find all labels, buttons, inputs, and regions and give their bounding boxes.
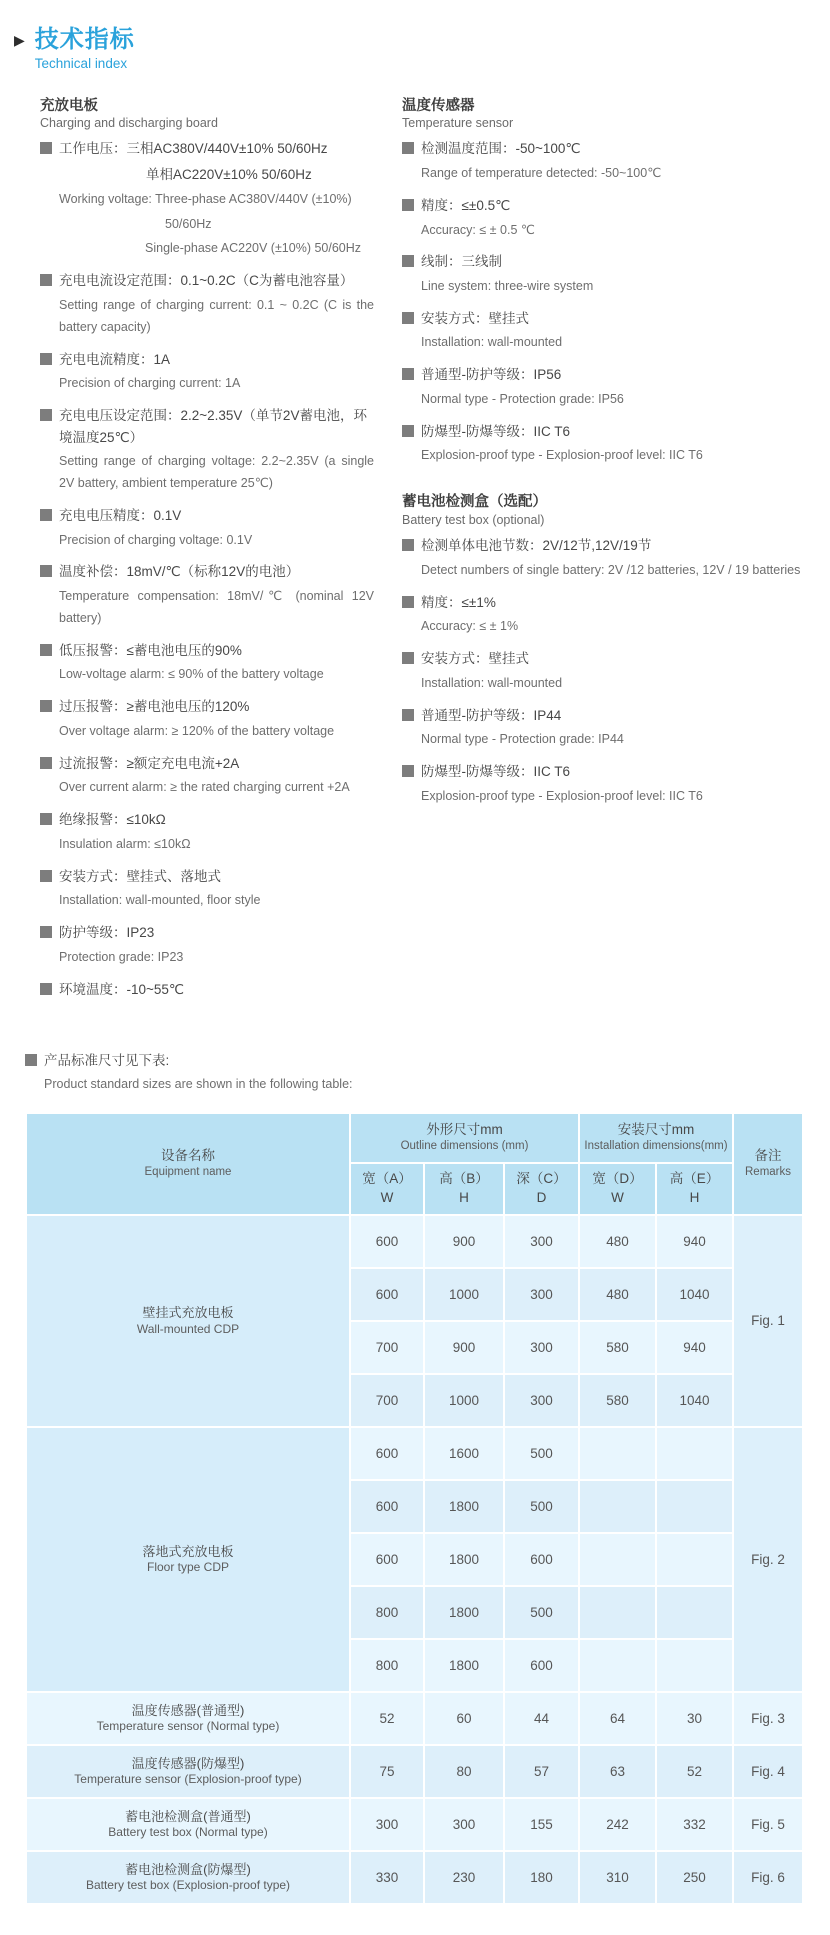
remark-cell: Fig. 3 bbox=[733, 1692, 803, 1745]
spec-item bbox=[402, 648, 806, 694]
spec-item bbox=[402, 251, 806, 297]
spec-zh-text: 精度：≤±1% bbox=[421, 594, 496, 610]
dim-cell: 800 bbox=[350, 1586, 424, 1639]
page-title: 技术指标 bbox=[34, 26, 135, 53]
spec-en: Explosion-proof type - Explosion-proof level: IIC T6 bbox=[421, 788, 703, 803]
charging-board-section bbox=[40, 87, 374, 1011]
remark-cell: Fig. 1 bbox=[733, 1215, 803, 1427]
spec-item bbox=[40, 753, 374, 799]
dim-cell: 52 bbox=[350, 1692, 424, 1745]
spec-en: Accuracy: ≤ ± 1% bbox=[421, 619, 519, 634]
dim-cell: 332 bbox=[656, 1798, 733, 1851]
bullet-icon bbox=[40, 509, 52, 521]
spec-zh bbox=[402, 648, 806, 670]
spec-zh bbox=[402, 535, 806, 557]
spec-zh bbox=[40, 349, 374, 371]
spec-zh bbox=[402, 421, 806, 443]
bullet-icon bbox=[402, 709, 414, 721]
bullet-icon bbox=[402, 539, 414, 551]
spec-en: Setting range of charging current: 0.1 ~ 0.2C (C is the battery capacity) bbox=[59, 297, 374, 334]
spec-zh-text: 低压报警：≤蓄电池电压的90% bbox=[59, 642, 242, 658]
dim-cell bbox=[656, 1533, 733, 1586]
spec-zh-text: 防爆型-防爆等级：IIC T6 bbox=[421, 423, 571, 439]
spec-item bbox=[402, 195, 806, 241]
page-subtitle: Technical index bbox=[34, 55, 128, 71]
spec-zh bbox=[402, 195, 806, 217]
spec-zh-text: 线制：三线制 bbox=[421, 254, 502, 270]
bullet-icon bbox=[40, 142, 52, 154]
spec-item bbox=[40, 561, 374, 629]
col-height-e: 高（E） H bbox=[656, 1163, 733, 1215]
dim-cell: 1000 bbox=[424, 1268, 504, 1321]
dim-cell: 300 bbox=[424, 1798, 504, 1851]
dim-cell: 180 bbox=[504, 1851, 579, 1904]
dim-cell: 940 bbox=[656, 1321, 733, 1374]
spec-zh-text: 安装方式：壁挂式、落地式 bbox=[59, 868, 221, 884]
spec-zh-text: 检测单体电池节数：2V/12节,12V/19节 bbox=[421, 538, 652, 554]
spec-zh bbox=[40, 696, 374, 718]
right-column bbox=[402, 87, 806, 818]
title-block bbox=[14, 26, 806, 71]
dim-cell: 300 bbox=[504, 1321, 579, 1374]
spec-zh bbox=[40, 922, 374, 944]
col-width-d: 宽（D） W bbox=[579, 1163, 656, 1215]
dim-cell bbox=[579, 1586, 656, 1639]
dim-cell: 1800 bbox=[424, 1480, 504, 1533]
title-text-wrap bbox=[35, 26, 135, 71]
bullet-icon bbox=[402, 368, 414, 380]
spec-item bbox=[40, 696, 374, 742]
table-header-row bbox=[26, 1113, 803, 1163]
bullet-icon bbox=[402, 255, 414, 267]
table-row bbox=[26, 1215, 803, 1268]
spec-zh-text: 充电电压精度：0.1V bbox=[59, 508, 182, 523]
section-heading-zh: 充放电板 bbox=[40, 97, 98, 114]
dim-cell: 250 bbox=[656, 1851, 733, 1904]
dim-cell bbox=[656, 1586, 733, 1639]
spec-item bbox=[402, 535, 806, 581]
dim-cell: 64 bbox=[579, 1692, 656, 1745]
spec-item bbox=[402, 705, 806, 751]
size-note bbox=[25, 1050, 806, 1095]
spec-zh bbox=[40, 405, 374, 448]
spec-zh bbox=[402, 761, 806, 783]
dim-cell bbox=[579, 1533, 656, 1586]
dim-cell: 310 bbox=[579, 1851, 656, 1904]
dim-cell: 1600 bbox=[424, 1427, 504, 1480]
dim-cell: 600 bbox=[350, 1268, 424, 1321]
equipment-cell: 温度传感器(普通型) Temperature sensor (Normal type) bbox=[26, 1692, 350, 1745]
spec-zh bbox=[40, 505, 374, 527]
spec-en: Normal type - Protection grade: IP56 bbox=[421, 391, 624, 406]
size-note-en: Product standard sizes are shown in the following table: bbox=[44, 1076, 353, 1091]
table-row bbox=[26, 1851, 803, 1904]
dim-cell: 940 bbox=[656, 1215, 733, 1268]
section-heading-zh: 温度传感器 bbox=[402, 97, 475, 114]
bullet-icon bbox=[40, 644, 52, 656]
section-heading bbox=[40, 97, 374, 131]
spec-item bbox=[40, 270, 374, 338]
dim-cell: 900 bbox=[424, 1321, 504, 1374]
dim-cell: 900 bbox=[424, 1215, 504, 1268]
dim-cell: 800 bbox=[350, 1639, 424, 1692]
dim-cell: 500 bbox=[504, 1480, 579, 1533]
spec-zh bbox=[402, 705, 806, 727]
spec-zh-text: 精度：≤±0.5℃ bbox=[421, 197, 511, 213]
spec-item bbox=[40, 138, 374, 260]
spec-en: Line system: three-wire system bbox=[421, 278, 594, 293]
table-row bbox=[26, 1692, 803, 1745]
bullet-icon bbox=[40, 926, 52, 938]
dim-cell: 1000 bbox=[424, 1374, 504, 1427]
spec-en: Detect numbers of single battery: 2V /12 batteries, 12V / 19 batteries bbox=[421, 562, 801, 577]
temperature-sensor-heading bbox=[402, 97, 806, 131]
spec-zh-text: 温度补偿：18mV/℃（标称12V的电池） bbox=[59, 564, 300, 580]
spec-en: Installation: wall-mounted bbox=[421, 675, 563, 690]
bullet-icon bbox=[40, 813, 52, 825]
remark-cell: Fig. 4 bbox=[733, 1745, 803, 1798]
spec-zh bbox=[40, 640, 374, 662]
dim-cell: 300 bbox=[504, 1215, 579, 1268]
dim-cell bbox=[579, 1427, 656, 1480]
spec-zh bbox=[40, 270, 374, 292]
dim-cell: 480 bbox=[579, 1215, 656, 1268]
size-table bbox=[25, 1112, 804, 1905]
spec-en-line2: 50/60Hz bbox=[165, 216, 212, 231]
dim-cell: 57 bbox=[504, 1745, 579, 1798]
spec-zh-text: 环境温度：-10~55℃ bbox=[59, 981, 185, 997]
section-heading-en: Temperature sensor bbox=[402, 116, 514, 131]
dim-cell: 580 bbox=[579, 1374, 656, 1427]
spec-zh-text: 安装方式：壁挂式 bbox=[421, 310, 529, 326]
bullet-icon bbox=[40, 353, 52, 365]
spec-zh bbox=[402, 364, 806, 386]
spec-en: Over voltage alarm: ≥ 120% of the battery voltage bbox=[59, 723, 335, 738]
table-row bbox=[26, 1745, 803, 1798]
spec-zh-line2: 单相AC220V±10% 50/60Hz bbox=[146, 167, 312, 183]
spec-en: Explosion-proof type - Explosion-proof level: IIC T6 bbox=[421, 448, 703, 463]
spec-item bbox=[40, 922, 374, 968]
spec-zh bbox=[40, 753, 374, 775]
spec-en: Range of temperature detected: -50~100℃ bbox=[421, 166, 662, 181]
section-heading-en: Battery test box (optional) bbox=[402, 513, 545, 528]
dim-cell bbox=[579, 1480, 656, 1533]
spec-en: Precision of charging current: 1A bbox=[59, 376, 241, 391]
bullet-icon bbox=[402, 199, 414, 211]
dim-cell bbox=[579, 1639, 656, 1692]
equipment-cell: 蓄电池检测盒(普通型) Battery test box (Normal type) bbox=[26, 1798, 350, 1851]
spec-zh-text: 安装方式：壁挂式 bbox=[421, 651, 529, 667]
equipment-name-header: 设备名称 Equipment name bbox=[26, 1113, 350, 1215]
dim-cell: 700 bbox=[350, 1321, 424, 1374]
dim-cell: 75 bbox=[350, 1745, 424, 1798]
spec-zh-text: 普通型-防护等级：IP44 bbox=[421, 707, 562, 723]
spec-item bbox=[402, 308, 806, 354]
dim-cell: 600 bbox=[504, 1533, 579, 1586]
bullet-icon bbox=[40, 870, 52, 882]
dim-cell: 1800 bbox=[424, 1533, 504, 1586]
spec-en: Working voltage: Three-phase AC380V/440V (±10%) bbox=[59, 191, 352, 206]
table-row bbox=[26, 1798, 803, 1851]
spec-zh bbox=[40, 138, 374, 160]
dim-cell: 330 bbox=[350, 1851, 424, 1904]
dim-cell: 580 bbox=[579, 1321, 656, 1374]
dim-cell: 600 bbox=[350, 1427, 424, 1480]
dim-cell: 600 bbox=[350, 1480, 424, 1533]
spec-zh-text: 充电电流精度：1A bbox=[59, 351, 171, 367]
spec-en: Installation: wall-mounted, floor style bbox=[59, 893, 261, 908]
dim-cell: 700 bbox=[350, 1374, 424, 1427]
dim-cell: 63 bbox=[579, 1745, 656, 1798]
spec-item bbox=[402, 364, 806, 410]
spec-en: Low-voltage alarm: ≤ 90% of the battery voltage bbox=[59, 667, 324, 682]
bullet-icon bbox=[402, 425, 414, 437]
spec-zh-text: 过压报警：≥蓄电池电压的120% bbox=[59, 699, 250, 715]
dim-cell: 44 bbox=[504, 1692, 579, 1745]
col-width-a: 宽（A） W bbox=[350, 1163, 424, 1215]
size-note-zh bbox=[25, 1050, 806, 1072]
spec-item bbox=[40, 809, 374, 855]
dim-cell: 500 bbox=[504, 1586, 579, 1639]
dim-cell: 500 bbox=[504, 1427, 579, 1480]
spec-en: Precision of charging voltage: 0.1V bbox=[59, 532, 253, 547]
dim-cell: 600 bbox=[504, 1639, 579, 1692]
spec-zh bbox=[40, 809, 374, 831]
dim-cell: 1040 bbox=[656, 1374, 733, 1427]
bullet-icon bbox=[402, 596, 414, 608]
spec-zh-text: 绝缘报警：≤10kΩ bbox=[59, 812, 166, 828]
spec-zh-text: 检测温度范围：-50~100℃ bbox=[421, 141, 581, 157]
spec-zh bbox=[402, 138, 806, 160]
outline-dimensions-header: 外形尺寸mm Outline dimensions (mm) bbox=[350, 1113, 579, 1163]
spec-zh bbox=[402, 592, 806, 614]
dim-cell: 300 bbox=[504, 1268, 579, 1321]
bullet-icon bbox=[402, 765, 414, 777]
spec-item bbox=[40, 349, 374, 395]
section-heading-en: Charging and discharging board bbox=[40, 116, 218, 131]
spec-item bbox=[402, 761, 806, 807]
spec-zh-text: 过流报警：≥额定充电电流+2A bbox=[59, 755, 240, 771]
remark-cell: Fig. 5 bbox=[733, 1798, 803, 1851]
table-row bbox=[26, 1427, 803, 1480]
dim-cell: 300 bbox=[504, 1374, 579, 1427]
dim-cell bbox=[656, 1639, 733, 1692]
spec-en: Installation: wall-mounted bbox=[421, 335, 563, 350]
spec-item bbox=[40, 866, 374, 912]
spec-zh-text: 防护等级：IP23 bbox=[59, 925, 155, 941]
spec-item bbox=[40, 640, 374, 686]
bullet-icon bbox=[40, 565, 52, 577]
equipment-cell: 蓄电池检测盒(防爆型) Battery test box (Explosion-proof type) bbox=[26, 1851, 350, 1904]
spec-zh-text: 防爆型-防爆等级：IIC T6 bbox=[421, 763, 571, 779]
bullet-icon bbox=[402, 312, 414, 324]
dim-cell: 600 bbox=[350, 1215, 424, 1268]
spec-zh bbox=[40, 866, 374, 888]
dim-cell: 60 bbox=[424, 1692, 504, 1745]
dim-cell: 30 bbox=[656, 1692, 733, 1745]
equipment-cell: 壁挂式充放电板 Wall-mounted CDP bbox=[26, 1215, 350, 1427]
spec-zh bbox=[402, 251, 806, 273]
dim-cell: 230 bbox=[424, 1851, 504, 1904]
dim-cell: 1800 bbox=[424, 1639, 504, 1692]
dim-cell: 300 bbox=[350, 1798, 424, 1851]
section-heading-zh: 蓄电池检测盒（选配） bbox=[402, 494, 547, 511]
spec-zh bbox=[402, 308, 806, 330]
dim-cell: 80 bbox=[424, 1745, 504, 1798]
bullet-icon bbox=[402, 652, 414, 664]
bullet-icon bbox=[402, 142, 414, 154]
spec-item bbox=[40, 979, 374, 1001]
bullet-icon bbox=[40, 274, 52, 286]
dim-cell: 600 bbox=[350, 1533, 424, 1586]
triangle-marker-icon: ▶ bbox=[14, 32, 25, 48]
equipment-cell: 温度传感器(防爆型) Temperature sensor (Explosion-proof type) bbox=[26, 1745, 350, 1798]
spec-zh-text: 充电电流设定范围：0.1~0.2C（C为蓄电池容量） bbox=[59, 273, 354, 289]
spec-zh bbox=[40, 561, 374, 583]
dim-cell bbox=[656, 1480, 733, 1533]
dim-cell bbox=[656, 1427, 733, 1480]
spec-zh bbox=[40, 979, 374, 1001]
spec-en: Insulation alarm: ≤10kΩ bbox=[59, 836, 191, 851]
equipment-cell: 落地式充放电板 Floor type CDP bbox=[26, 1427, 350, 1692]
remark-cell: Fig. 6 bbox=[733, 1851, 803, 1904]
bullet-icon bbox=[40, 409, 52, 421]
installation-dimensions-header: 安装尺寸mm Installation dimensions(mm) bbox=[579, 1113, 733, 1163]
spec-item bbox=[402, 592, 806, 638]
battery-test-box-heading bbox=[402, 493, 806, 527]
spec-zh-text: 充电电压设定范围：2.2~2.35V（单节2V蓄电池，环境温度25℃） bbox=[59, 408, 367, 445]
spec-en: Protection grade: IP23 bbox=[59, 949, 184, 964]
dim-cell: 1040 bbox=[656, 1268, 733, 1321]
spec-en: Setting range of charging voltage: 2.2~2.35V (a single 2V battery, ambient temperature 25℃) bbox=[59, 454, 374, 491]
spec-zh-text: 工作电压：三相AC380V/440V±10% 50/60Hz bbox=[59, 141, 328, 157]
spec-en: Normal type - Protection grade: IP44 bbox=[421, 732, 624, 747]
spec-en-line3: Single-phase AC220V (±10%) 50/60Hz bbox=[145, 241, 362, 256]
bullet-icon bbox=[40, 700, 52, 712]
spec-zh-text: 普通型-防护等级：IP56 bbox=[421, 367, 562, 383]
dim-cell: 1800 bbox=[424, 1586, 504, 1639]
col-height-b: 高（B） H bbox=[424, 1163, 504, 1215]
bullet-icon bbox=[40, 757, 52, 769]
spec-en: Over current alarm: ≥ the rated charging current +2A bbox=[59, 780, 350, 795]
dim-cell: 52 bbox=[656, 1745, 733, 1798]
spec-item bbox=[40, 505, 374, 551]
bullet-icon bbox=[40, 983, 52, 995]
spec-item bbox=[40, 405, 374, 495]
size-note-zh-text: 产品标准尺寸见下表: bbox=[44, 1053, 170, 1069]
spec-columns bbox=[40, 87, 806, 1011]
spec-en: Temperature compensation: 18mV/℃ (nominal 12V battery) bbox=[59, 589, 374, 625]
dim-cell: 155 bbox=[504, 1798, 579, 1851]
col-depth-c: 深（C） D bbox=[504, 1163, 579, 1215]
spec-item bbox=[402, 421, 806, 467]
dim-cell: 242 bbox=[579, 1798, 656, 1851]
remarks-header: 备注 Remarks bbox=[733, 1113, 803, 1215]
bullet-icon bbox=[25, 1054, 37, 1066]
spec-item bbox=[402, 138, 806, 184]
remark-cell: Fig. 2 bbox=[733, 1427, 803, 1692]
dim-cell: 480 bbox=[579, 1268, 656, 1321]
spec-en: Accuracy: ≤ ± 0.5 ℃ bbox=[421, 222, 535, 237]
